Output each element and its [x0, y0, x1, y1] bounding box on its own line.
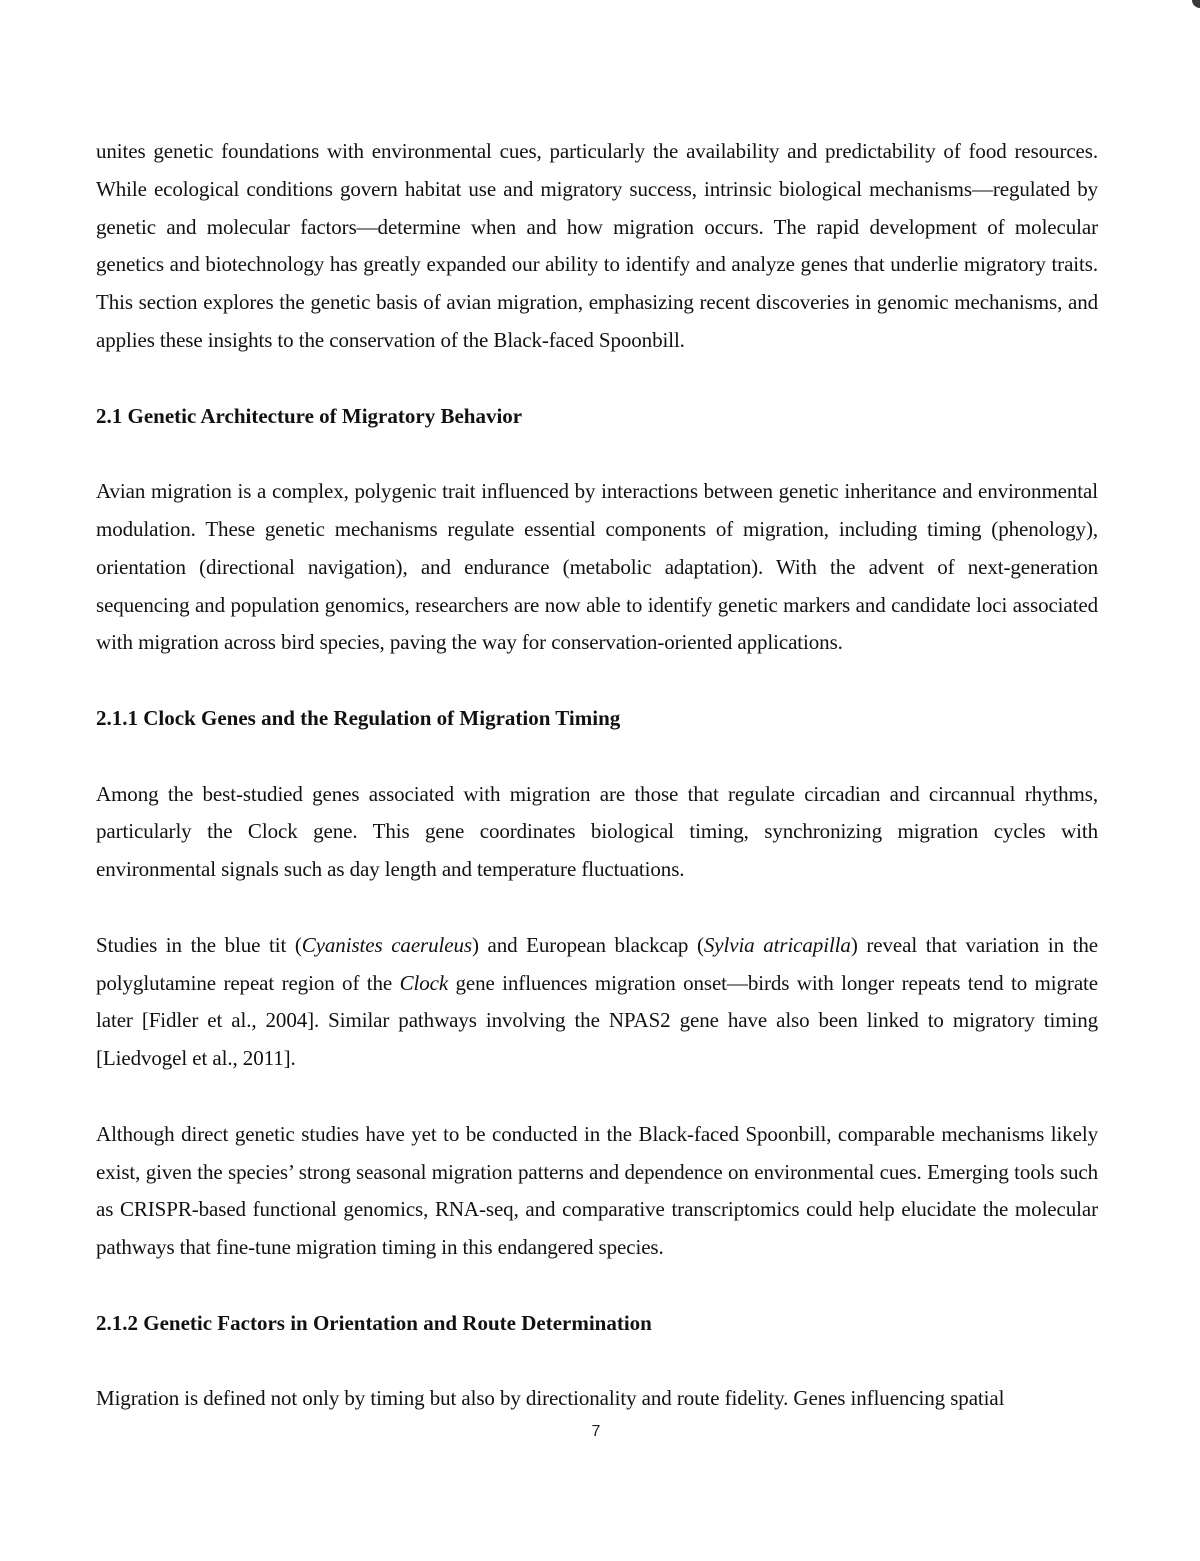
spacer [96, 1343, 1098, 1381]
text-run: ) reveal that variation in the polyglutamine repeat region of the [96, 932, 1099, 995]
page-number: 7 [591, 1423, 601, 1440]
paragraph-2-1-1-a: Among the best-studied genes associated with migration are those that regulate circadian and circannual rhythms, particularly the Clock gene. This gene coordinates biological timing, synchronizing migration cycles with environmental signals such as day length and temperature fluctuations. [96, 781, 1098, 882]
text-run: gene influences migration onset—birds with longer repeats tend to migrate later [Fidler et al., 2004]. Similar pathways involving the NPAS2 gene have also been linked to migratory timing [Liedvogel et al., 2011]. [96, 970, 1098, 1071]
species-name-blackcap: Sylvia atricapilla [703, 932, 851, 957]
paragraph-2-1: Avian migration is a complex, polygenic trait influenced by interactions between genetic inheritance and environmental modulation. These genetic mechanisms regulate essential components of migration, including timing (phenology), orientation (directional navigation), and endurance (metabolic adaptation). With the advent of next-generation sequencing and population genomics, researchers are now able to identify genetic markers and candidate loci associated with migration across bird species, paving the way for conservation-oriented applications. [96, 479, 1098, 655]
spacer [96, 662, 1098, 700]
spacer [96, 738, 1098, 776]
window-corner-mark [1192, 0, 1200, 8]
text-run: Studies in the blue tit ( [96, 932, 302, 957]
document-page [96, 133, 1098, 1418]
paragraph-2-1-2: Migration is defined not only by timing but also by directionality and route fidelity. Genes influencing spatial [96, 1386, 1005, 1411]
spacer [96, 889, 1098, 927]
paragraph-2-1-1-b [96, 927, 1098, 1078]
section-heading-2-1: 2.1 Genetic Architecture of Migratory Behavior [96, 403, 523, 428]
paragraph-2-1-1-c: Although direct genetic studies have yet to be conducted in the Black-faced Spoonbill, comparable mechanisms likely exist, given the species’ strong seasonal migration patterns and dependence on environmental cues. Emerging tools such as CRISPR-based functional genomics, RNA-seq, and comparative transcriptomics could help elucidate the molecular pathways that fine-tune migration timing in this endangered species. [96, 1121, 1098, 1260]
spacer [96, 1078, 1098, 1116]
text-run: ) and European blackcap ( [471, 932, 704, 957]
section-heading-2-1-1: 2.1.1 Clock Genes and the Regulation of Migration Timing [96, 705, 621, 730]
gene-name-clock: Clock [399, 970, 449, 995]
paragraph-intro: unites genetic foundations with environmental cues, particularly the availability and predictability of food resources. While ecological conditions govern habitat use and migratory success, intrinsic biological mechanisms—regulated by genetic and molecular factors—determine when and how migration occurs. The rapid development of molecular genetics and biotechnology has greatly expanded our ability to identify and analyze genes that underlie migratory traits. This section explores the genetic basis of avian migration, emphasizing recent discoveries in genomic mechanisms, and applies these insights to the conservation of the Black-faced Spoonbill. [96, 139, 1098, 352]
section-heading-2-1-2: 2.1.2 Genetic Factors in Orientation and Route Determination [96, 1310, 652, 1335]
species-name-blue-tit: Cyanistes caeruleus [301, 932, 472, 957]
spacer [96, 435, 1098, 473]
spacer [96, 1267, 1098, 1305]
spacer [96, 360, 1098, 398]
